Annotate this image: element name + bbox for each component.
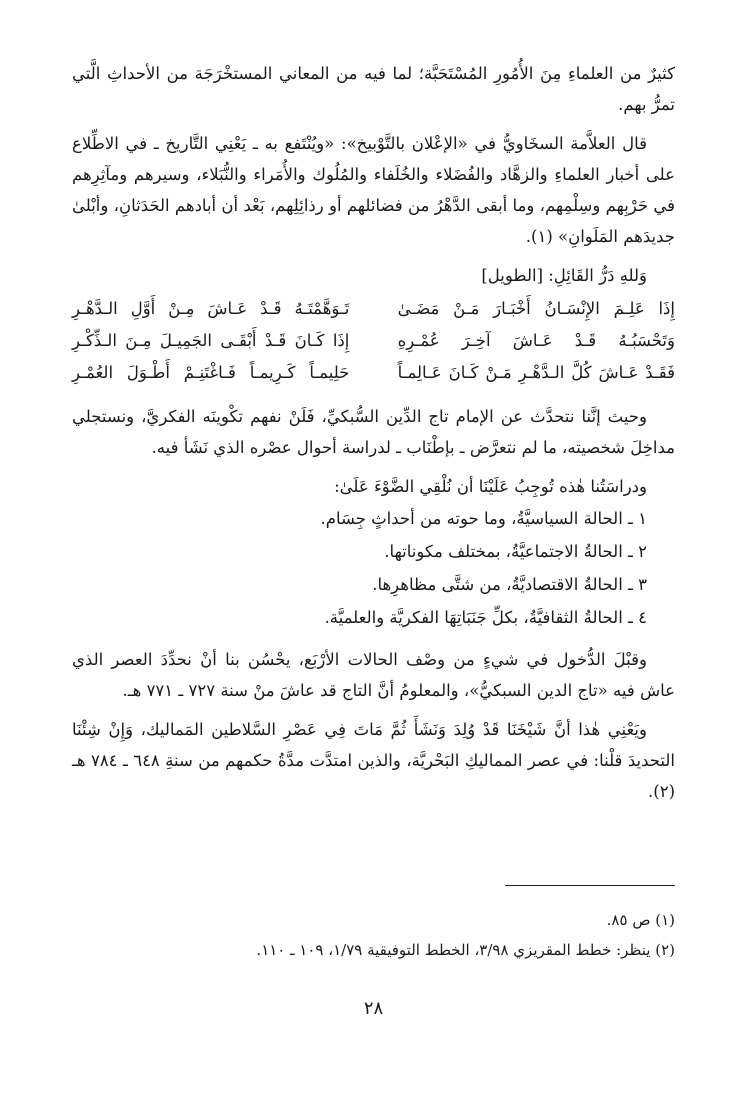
paragraph-era: وقبْلَ الدُّخول في شيءٍ من وصْف الحالات الأرْبَع، يحْسُن بنا أنْ نحدِّدَ العصر الذي عاش فيه «تاج الدين السبكيُّ»، والمعلومُ أنَّ التاج قد عاشَ منْ سنة ٧٢٧ ـ ٧٧١ هـ.: [72, 650, 675, 700]
paragraph-mamluks: ويَعْنِي هٰذا أنَّ شَيْخَنَا قَدْ وُلِدَ وَنَشَأَ ثُمَّ مَاتَ فِي عَصْرِ السَّلاطين المَماليك، وَإِنْ شِئْنَا التحديدَ قلْنا: في عصر المماليكِ البَحْريَّة، والذين امتدَّت مدَّةُ حكمهم من سنةِ ٦٤٨ ـ ٧٨٤ هـ (٢).: [72, 720, 676, 801]
footnote: (٢) ينظر: خطط المقريزي ٣/٩٨، الخطط التوفيقية ١/٧٩، ١٠٩ ـ ١١٠.: [256, 941, 675, 959]
poem-intro: وَللهِ دَرُّ القَائِلِ: [الطويل]: [481, 266, 647, 285]
verse-second-hemistich: إِذَا كَـانَ قَـدْ أَبْقَـى الجَمِيـلَ مِـنَ الـذِّكْـرِ: [72, 331, 350, 350]
verse-second-hemistich: تَـوَهَّمْتَـهُ قَـدْ عَـاشَ مِـنْ أَوَّلِ الـدَّهْـرِ: [72, 299, 350, 318]
list-item: ١ ـ الحالة السياسيَّةُ، وما حوته من أحداثٍ جِسَام.: [320, 509, 647, 528]
poem: [72, 293, 675, 389]
list-intro: ودراسَتُنا هٰذه تُوجِبُ عَلَيْنَا أن نُلْقِي الضَّوْءَ عَلَىٰ:: [334, 477, 647, 496]
footnote-separator: [505, 885, 675, 886]
main-text: [72, 58, 675, 815]
paragraph-continuation: كثيرٌ من العلماءِ مِنَ الأُمُورِ المُسْتَحَبَّة؛ لما فيه من المعاني المستخْرَجَة من الأحداثِ الَّتي تمرُّ بهم.: [72, 64, 675, 114]
verse-second-hemistich: حَلِيمـاً كَـرِيمـاً فَـاغْتَنِـمْ أَطْـوَلَ العُمْـرِ: [72, 363, 350, 382]
verse-first-hemistich: فَقَـدْ عَـاشَ كُلَّ الـدَّهْـرِ مَـنْ كَـانَ عَـالِمـاً: [397, 363, 675, 382]
verse-first-hemistich: إِذَا عَلِـمَ الإِنْسَـانُ أَخْبَـارَ مَـنْ مَضَـىٰ: [397, 299, 675, 318]
conditions-list: [72, 502, 675, 634]
page-number: ٢٨: [363, 998, 384, 1019]
poem-verse: [72, 325, 675, 357]
footnote: (١) ص ٨٥.: [606, 911, 675, 929]
list-item: ٣ ـ الحالةُ الاقتصاديَّةُ، من شتَّى مظاهرِها.: [372, 575, 647, 594]
paragraph-sakhawi-quote: قال العلاَّمة السخَاويُّ في «الإعْلان بالتَّوْبيخ»: «ويُنْتَفع به ـ يَعْنِي التَّاريخ ـ في الاطِّلاع على أخبار العلماءِ والزهَّاد والفُضَلاء والخُلَفاء والمُلُوك والأُمَراء والنُّبَلاء، وسيرهم ومآثِرِهم في حَرْبِهم وسِلْمِهم، وما أبقى الدَّهْرُ من فضائلهم أو رذائِلِهم، بَعْد أن أبادهم الحَدَثانِ، وأبْلىٰ جديدَهم المَلَوانِ» (١).: [72, 134, 675, 246]
footnotes: [72, 905, 675, 965]
paragraph-subki-intro: وحيث إنَّنا نتحدَّث عن الإمام تاج الدِّين السُّبكيِّ، فَلَنْ نفهم تكْوينَه الفكريَّ، ونستجلي مداخِلَ شخصيته، ما لم نتعرَّض ـ بإطْنَاب ـ لدراسة أحوال عصْره الذي نَشَأ فيه.: [72, 407, 675, 457]
poem-verse: [72, 293, 675, 325]
list-item: ٤ ـ الحالةُ الثقافيَّةُ، بكلِّ جَنَبَاتِهَا الفكريَّة والعلميَّة.: [324, 608, 647, 627]
list-item: ٢ ـ الحالةُ الاجتماعيَّةُ، بمختلف مكوناتها.: [384, 542, 647, 561]
poem-verse: [72, 357, 675, 389]
verse-first-hemistich: وَتَحْسَبُـهُ قَـدْ عَـاشَ آخِـرَ عُمْـرِهِ: [397, 331, 675, 350]
